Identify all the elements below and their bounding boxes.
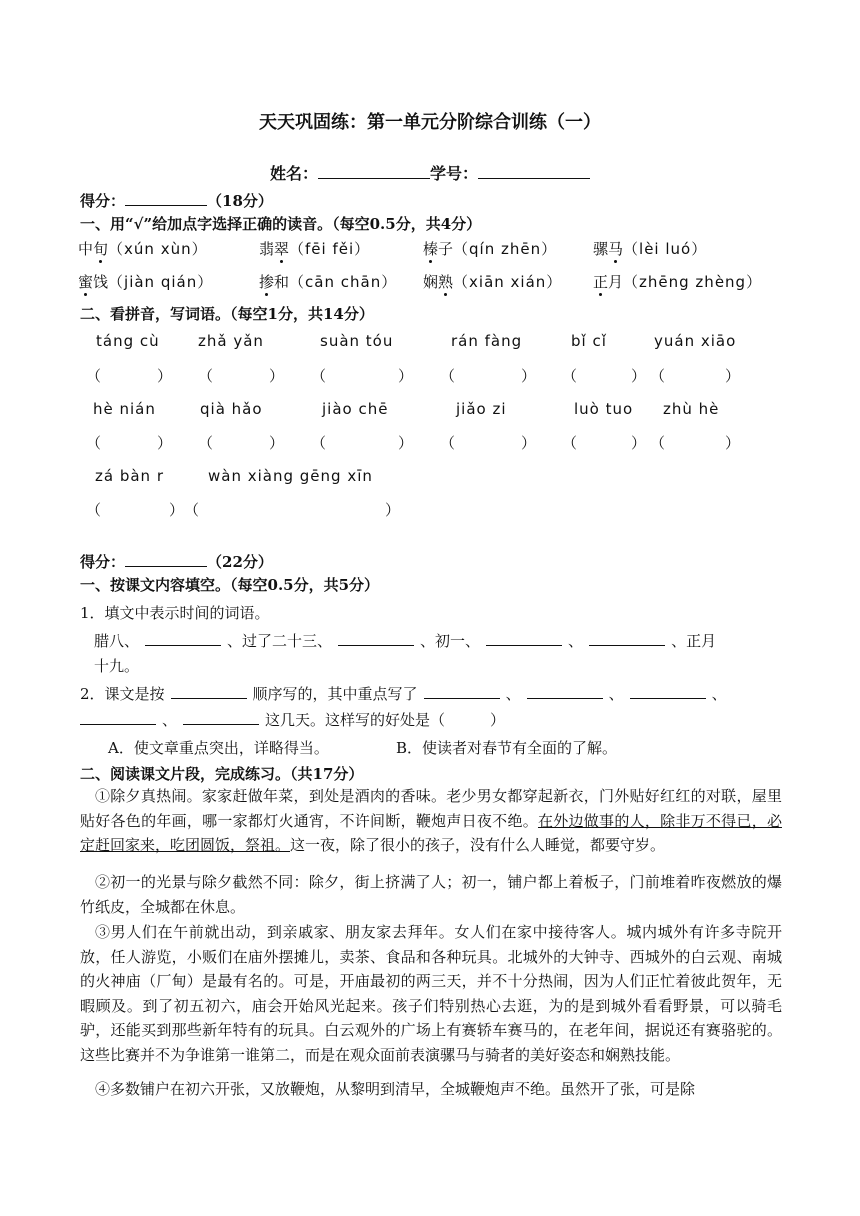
paren-open: （: [311, 434, 327, 452]
answer-box[interactable]: [86, 365, 172, 386]
pinyin-prompt: zhǎ yǎn: [198, 332, 264, 350]
fill-blank[interactable]: [424, 684, 500, 699]
fill-text: 这几天。这样写的好处是（ ）: [265, 711, 506, 729]
p2-q2-heading: 二、阅读课文片段，完成练习。（共17分）: [80, 765, 364, 783]
pinyin-prompt: jiǎo zi: [456, 400, 507, 418]
paren-open: （: [650, 367, 666, 385]
pinyin-options[interactable]: （cān chān）: [289, 273, 398, 291]
reading-paragraph-3: ③男人们在午前就出动，到亲戚家、朋友家去拜年。女人们在家中接待客人。城内城外有许多寺院开放，任人游览，小贩们在庙外摆摊儿，卖茶、食品和各种玩具。北城外的大钟寺、西城外的白云观、南城的火神庙（厂甸）是最有名的。可是，开庙最初的两三天，并不十分热闹，因为人们正忙着彼此贺年，无暇顾及。到了初五初六，庙会开始风光起来。孩子们特别热心去逛，为的是到城外看看野景，可以骑毛驴，还能买到那些新年特有的玩具。白云观外的广场上有赛轿车赛马的，在老年间，据说还有赛骆驼的。这些比赛并不为争谁第一谁第二，而是在观众面前表演骡马与骑者的美好姿态和娴熟技能。: [80, 923, 782, 1064]
answer-box[interactable]: [562, 365, 646, 386]
pinyin-prompt: zhù hè: [663, 400, 720, 418]
paren-open: （: [198, 434, 214, 452]
item2-fill-row2: [80, 709, 505, 730]
item1-fill-end: 十九。: [94, 657, 140, 675]
answer-box[interactable]: [86, 432, 172, 453]
fill-text: 2．课文是按: [80, 685, 165, 703]
fill-text: 、: [608, 685, 624, 703]
underlined-sentence: 在外边做事的人，除非万不得已，必定赶回家来，吃团圆饭，祭祖。: [80, 811, 782, 854]
part1-score-field[interactable]: [125, 191, 207, 206]
p2-q1-heading: 一、按课文内容填空。（每空0.5分，共5分）: [80, 576, 380, 594]
pinyin-prompt: wàn xiàng gēng xīn: [208, 467, 373, 485]
page-title: 天天巩固练：第一单元分阶综合训练（一）: [259, 112, 601, 133]
paren-close: ）: [157, 367, 173, 385]
item1-intro: 1．填文中表示时间的词语。: [80, 604, 270, 622]
name-row: [0, 161, 860, 184]
fill-text: 、正月: [671, 632, 717, 650]
paren-close: ）: [269, 434, 285, 452]
item2-fill-row: [80, 683, 727, 704]
paren-open: （: [562, 434, 578, 452]
fill-text: 、: [711, 685, 727, 703]
item1-fill-row: [94, 630, 716, 651]
answer-box[interactable]: [198, 432, 284, 453]
option-b[interactable]: B．使读者对春节有全面的了解。: [396, 739, 618, 757]
fill-text: 、: [162, 711, 178, 729]
paren-close: ）: [398, 367, 414, 385]
reading-paragraph-1: [80, 784, 782, 858]
answer-box[interactable]: [562, 432, 646, 453]
answer-box[interactable]: [184, 499, 400, 520]
fill-blank[interactable]: [527, 684, 603, 699]
answer-box[interactable]: [440, 365, 536, 386]
char-text: 子: [438, 240, 454, 258]
paren-close: ）: [157, 434, 173, 452]
pinyin-prompt: jiào chē: [322, 400, 389, 418]
dotted-char: 翠: [274, 240, 290, 258]
p1-q2-heading: 二、看拼音，写词语。（每空1分，共14分）: [80, 305, 374, 323]
paren-open: （: [440, 434, 456, 452]
id-label: 学号：: [430, 164, 479, 183]
dotted-char: 旬: [93, 240, 109, 258]
paren-open: （: [86, 367, 102, 385]
pron-item: [259, 238, 370, 259]
answer-box[interactable]: [311, 365, 413, 386]
fill-text: 、初一、: [420, 632, 481, 650]
dotted-char: 正: [593, 273, 609, 291]
pinyin-options[interactable]: （lèi luó）: [623, 240, 708, 258]
char-text: 中: [78, 240, 94, 258]
dotted-char: 榛: [423, 240, 439, 258]
fill-text: 、: [568, 632, 584, 650]
option-a[interactable]: A．使文章重点突出，详略得当。: [108, 739, 329, 757]
pinyin-prompt: rán fàng: [451, 332, 523, 350]
paren-close: ）: [385, 501, 401, 519]
fill-blank[interactable]: [338, 631, 414, 646]
score-label: 得分：: [80, 192, 126, 210]
pinyin-options[interactable]: （xiān xián）: [453, 273, 563, 291]
part2-score-field[interactable]: [125, 552, 207, 567]
fill-blank[interactable]: [145, 631, 221, 646]
pinyin-options[interactable]: （jiàn qián）: [108, 273, 214, 291]
pinyin-options[interactable]: （xún xùn）: [108, 240, 208, 258]
reading-paragraph-2: ②初一的光景与除夕截然不同：除夕，街上挤满了人；初一，铺户都上着板子，门前堆着昨夜燃放的爆竹纸皮，全城都在休息。: [80, 873, 782, 916]
paren-close: ）: [631, 434, 647, 452]
paren-open: （: [86, 501, 102, 519]
reading-paragraph-4: ④多数铺户在初六开张，又放鞭炮，从黎明到清早，全城鞭炮声不绝。虽然开了张，可是除: [95, 1080, 696, 1098]
pinyin-prompt: táng cù: [96, 332, 160, 350]
fill-text: 、: [505, 685, 521, 703]
score-label: 得分：: [80, 553, 126, 571]
paren-close: ）: [398, 434, 414, 452]
pron-item: [259, 271, 397, 292]
paren-open: （: [198, 367, 214, 385]
fill-blank[interactable]: [183, 710, 259, 725]
answer-box[interactable]: [650, 432, 740, 453]
pinyin-options[interactable]: （qín zhēn）: [453, 240, 558, 258]
dotted-char: 掺: [259, 273, 275, 291]
paren-close: ）: [269, 367, 285, 385]
answer-box[interactable]: [86, 499, 184, 520]
char-text: 月: [608, 273, 624, 291]
char-text: 翡: [259, 240, 275, 258]
part1-score: [80, 190, 273, 211]
pinyin-prompt: yuán xiāo: [654, 332, 737, 350]
part2-score: [80, 551, 273, 572]
pron-item: [593, 271, 762, 292]
pinyin-prompt: bǐ cǐ: [571, 332, 607, 350]
pron-item: [423, 271, 562, 292]
answer-box[interactable]: [198, 365, 284, 386]
char-text: 骡: [593, 240, 609, 258]
paren-open: （: [86, 434, 102, 452]
fill-blank[interactable]: [171, 684, 247, 699]
dotted-char: 蜜: [78, 273, 94, 291]
fill-text: 顺序写的，其中重点写了: [252, 685, 418, 703]
fill-blank[interactable]: [80, 710, 156, 725]
fill-blank[interactable]: [486, 631, 562, 646]
answer-box[interactable]: [650, 365, 740, 386]
score-total: （18分）: [207, 192, 273, 210]
paren-open: （: [440, 367, 456, 385]
answer-box[interactable]: [311, 432, 413, 453]
paren-open: （: [184, 501, 200, 519]
char-text: 娴: [423, 273, 439, 291]
p1-q1-heading: 一、用“√”给加点字选择正确的读音。（每空0.5分，共4分）: [80, 215, 482, 233]
pinyin-options[interactable]: （zhēng zhèng）: [623, 273, 763, 291]
pinyin-prompt: hè nián: [93, 400, 156, 418]
fill-blank[interactable]: [630, 684, 706, 699]
paren-close: ）: [725, 434, 741, 452]
pinyin-options[interactable]: （fēi fěi）: [289, 240, 371, 258]
paragraph-text: 这一夜，除了很小的孩子，没有什么人睡觉，都要守岁。: [290, 836, 666, 854]
pron-item: [423, 238, 557, 259]
pron-item: [78, 238, 208, 259]
paren-close: ）: [521, 434, 537, 452]
score-total: （22分）: [207, 553, 273, 571]
fill-text: 腊八、: [94, 632, 140, 650]
answer-box[interactable]: [440, 432, 536, 453]
pinyin-prompt: suàn tóu: [320, 332, 394, 350]
pron-item: [78, 271, 213, 292]
name-field[interactable]: [318, 164, 430, 179]
pinyin-prompt: zá bàn r: [95, 467, 164, 485]
fill-text: 、过了二十三、: [227, 632, 333, 650]
pron-item: [593, 238, 707, 259]
paren-open: （: [650, 434, 666, 452]
paren-open: （: [562, 367, 578, 385]
pinyin-prompt: qià hǎo: [200, 400, 263, 418]
student-id-field[interactable]: [478, 164, 590, 179]
paragraph-text: ①除夕真热闹。家家赶做年菜，到处是酒肉的香味。老少男女都穿起新衣，门外贴好红红的对联，屋里贴好各色的年画，哪一家都灯火通宵，不许间断，鞭炮声日夜不绝。: [80, 787, 782, 830]
dotted-char: 马: [608, 240, 624, 258]
char-text: 饯: [93, 273, 109, 291]
fill-blank[interactable]: [589, 631, 665, 646]
dotted-char: 熟: [438, 273, 454, 291]
paren-close: ）: [631, 367, 647, 385]
paren-close: ）: [725, 367, 741, 385]
paren-close: ）: [521, 367, 537, 385]
name-label: 姓名：: [269, 164, 318, 183]
paren-close: ）: [169, 501, 185, 519]
pinyin-prompt: luò tuo: [574, 400, 634, 418]
char-text: 和: [274, 273, 290, 291]
paren-open: （: [311, 367, 327, 385]
